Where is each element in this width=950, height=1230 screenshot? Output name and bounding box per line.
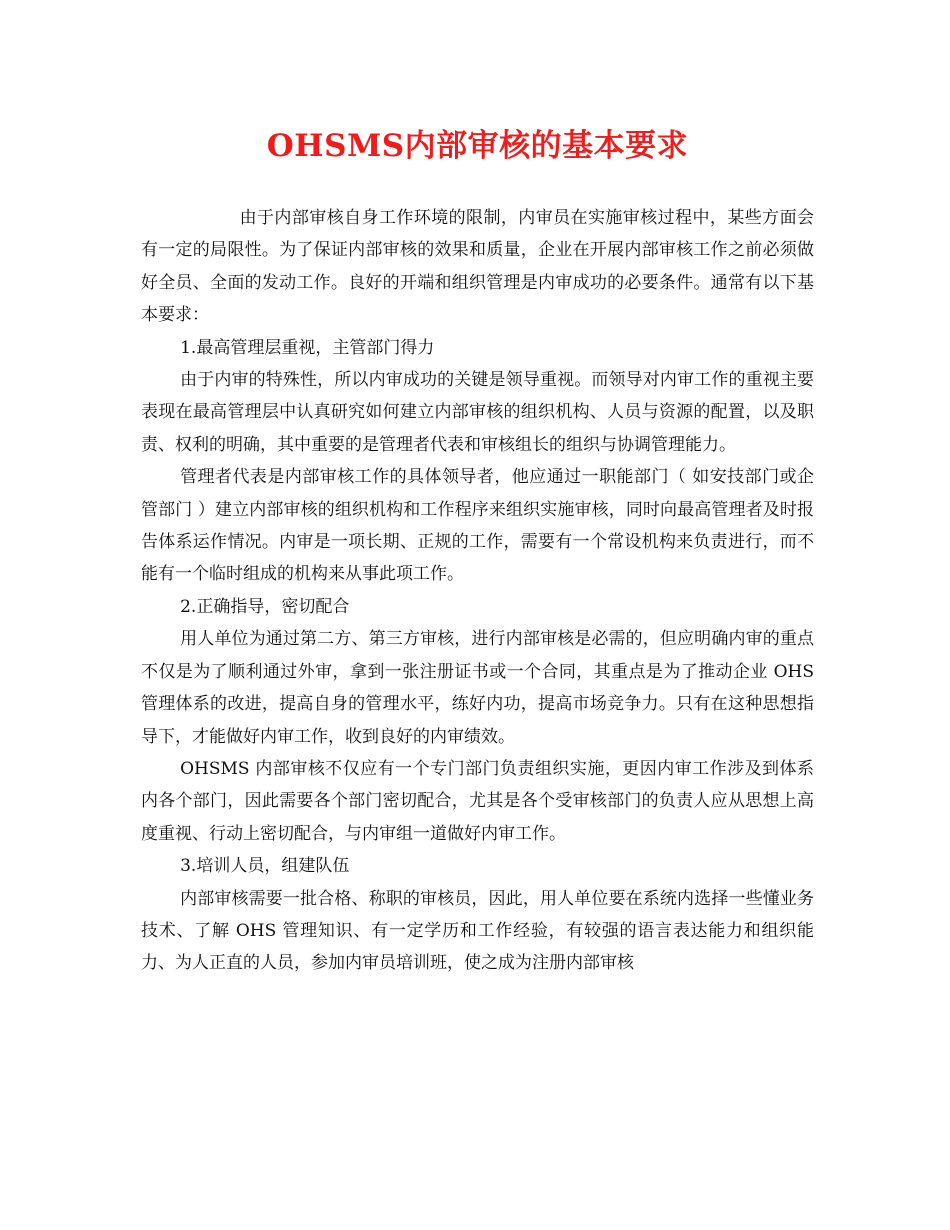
section-1-heading: 1.最高管理层重视，主管部门得力 bbox=[180, 337, 435, 358]
intro-paragraph: 由于内部审核自身工作环境的限制，内审员在实施审核过程中，某些方面会有一定的局限性。为了保证内部审核的效果和质量，企业在开展内部审核工作之前必须做好全员、全面的发动工作。良好的开端和组织管理是内审成功的必要条件。通常有以下基本要求： bbox=[141, 208, 814, 326]
section-2-paragraph-2: OHSMS 内部审核不仅应有一个专门部门负责组织实施，更因内审工作涉及到体系内各个部门，因此需要各个部门密切配合，尤其是各个受审核部门的负责人应从思想上高度重视、行动上密切配合，与内审组一道做好内审工作。 bbox=[141, 758, 814, 844]
section-1-paragraph-2: 管理者代表是内部审核工作的具体领导者，他应通过一职能部门（ 如安技部门或企管部门 ）建立内部审核的组织机构和工作程序来组织实施审核，同时向最高管理者及时报告体系运作情况。内审是一项长期、正规的工作，需要有一个常设机构来负责进行，而不能有一个临时组成的机构来从事此项工作。 bbox=[141, 467, 814, 585]
section-1-paragraph-1: 由于内审的特殊性，所以内审成功的关键是领导重视。而领导对内审工作的重视主要表现在最高管理层中认真研究如何建立内部审核的组织机构、人员与资源的配置，以及职责、权利的明确，其中重要的是管理者代表和审核组长的组织与协调管理能力。 bbox=[141, 370, 814, 455]
document-title: OHSMS内部审核的基本要求 bbox=[266, 128, 689, 164]
section-3-heading: 3.培训人员，组建队伍 bbox=[180, 856, 350, 877]
section-2-heading: 2.正确指导，密切配合 bbox=[180, 596, 350, 617]
section-3-paragraph-1: 内部审核需要一批合格、称职的审核员，因此，用人单位要在系统内选择一些懂业务技术、了解 OHS 管理知识、有一定学历和工作经验，有较强的语言表达能力和组织能力、为人正直的人员，参加内审员培训班，使之成为注册内部审核 bbox=[141, 888, 814, 974]
section-2-paragraph-1: 用人单位为通过第二方、第三方审核，进行内部审核是必需的，但应明确内审的重点不仅是为了顺利通过外审，拿到一张注册证书或一个合同，其重点是为了推动企业 OHS 管理体系的改进，提高自身的管理水平，练好内功，提高市场竞争力。只有在这种思想指导下，才能做好内审工作，收到良好的内审绩效。 bbox=[141, 629, 814, 747]
